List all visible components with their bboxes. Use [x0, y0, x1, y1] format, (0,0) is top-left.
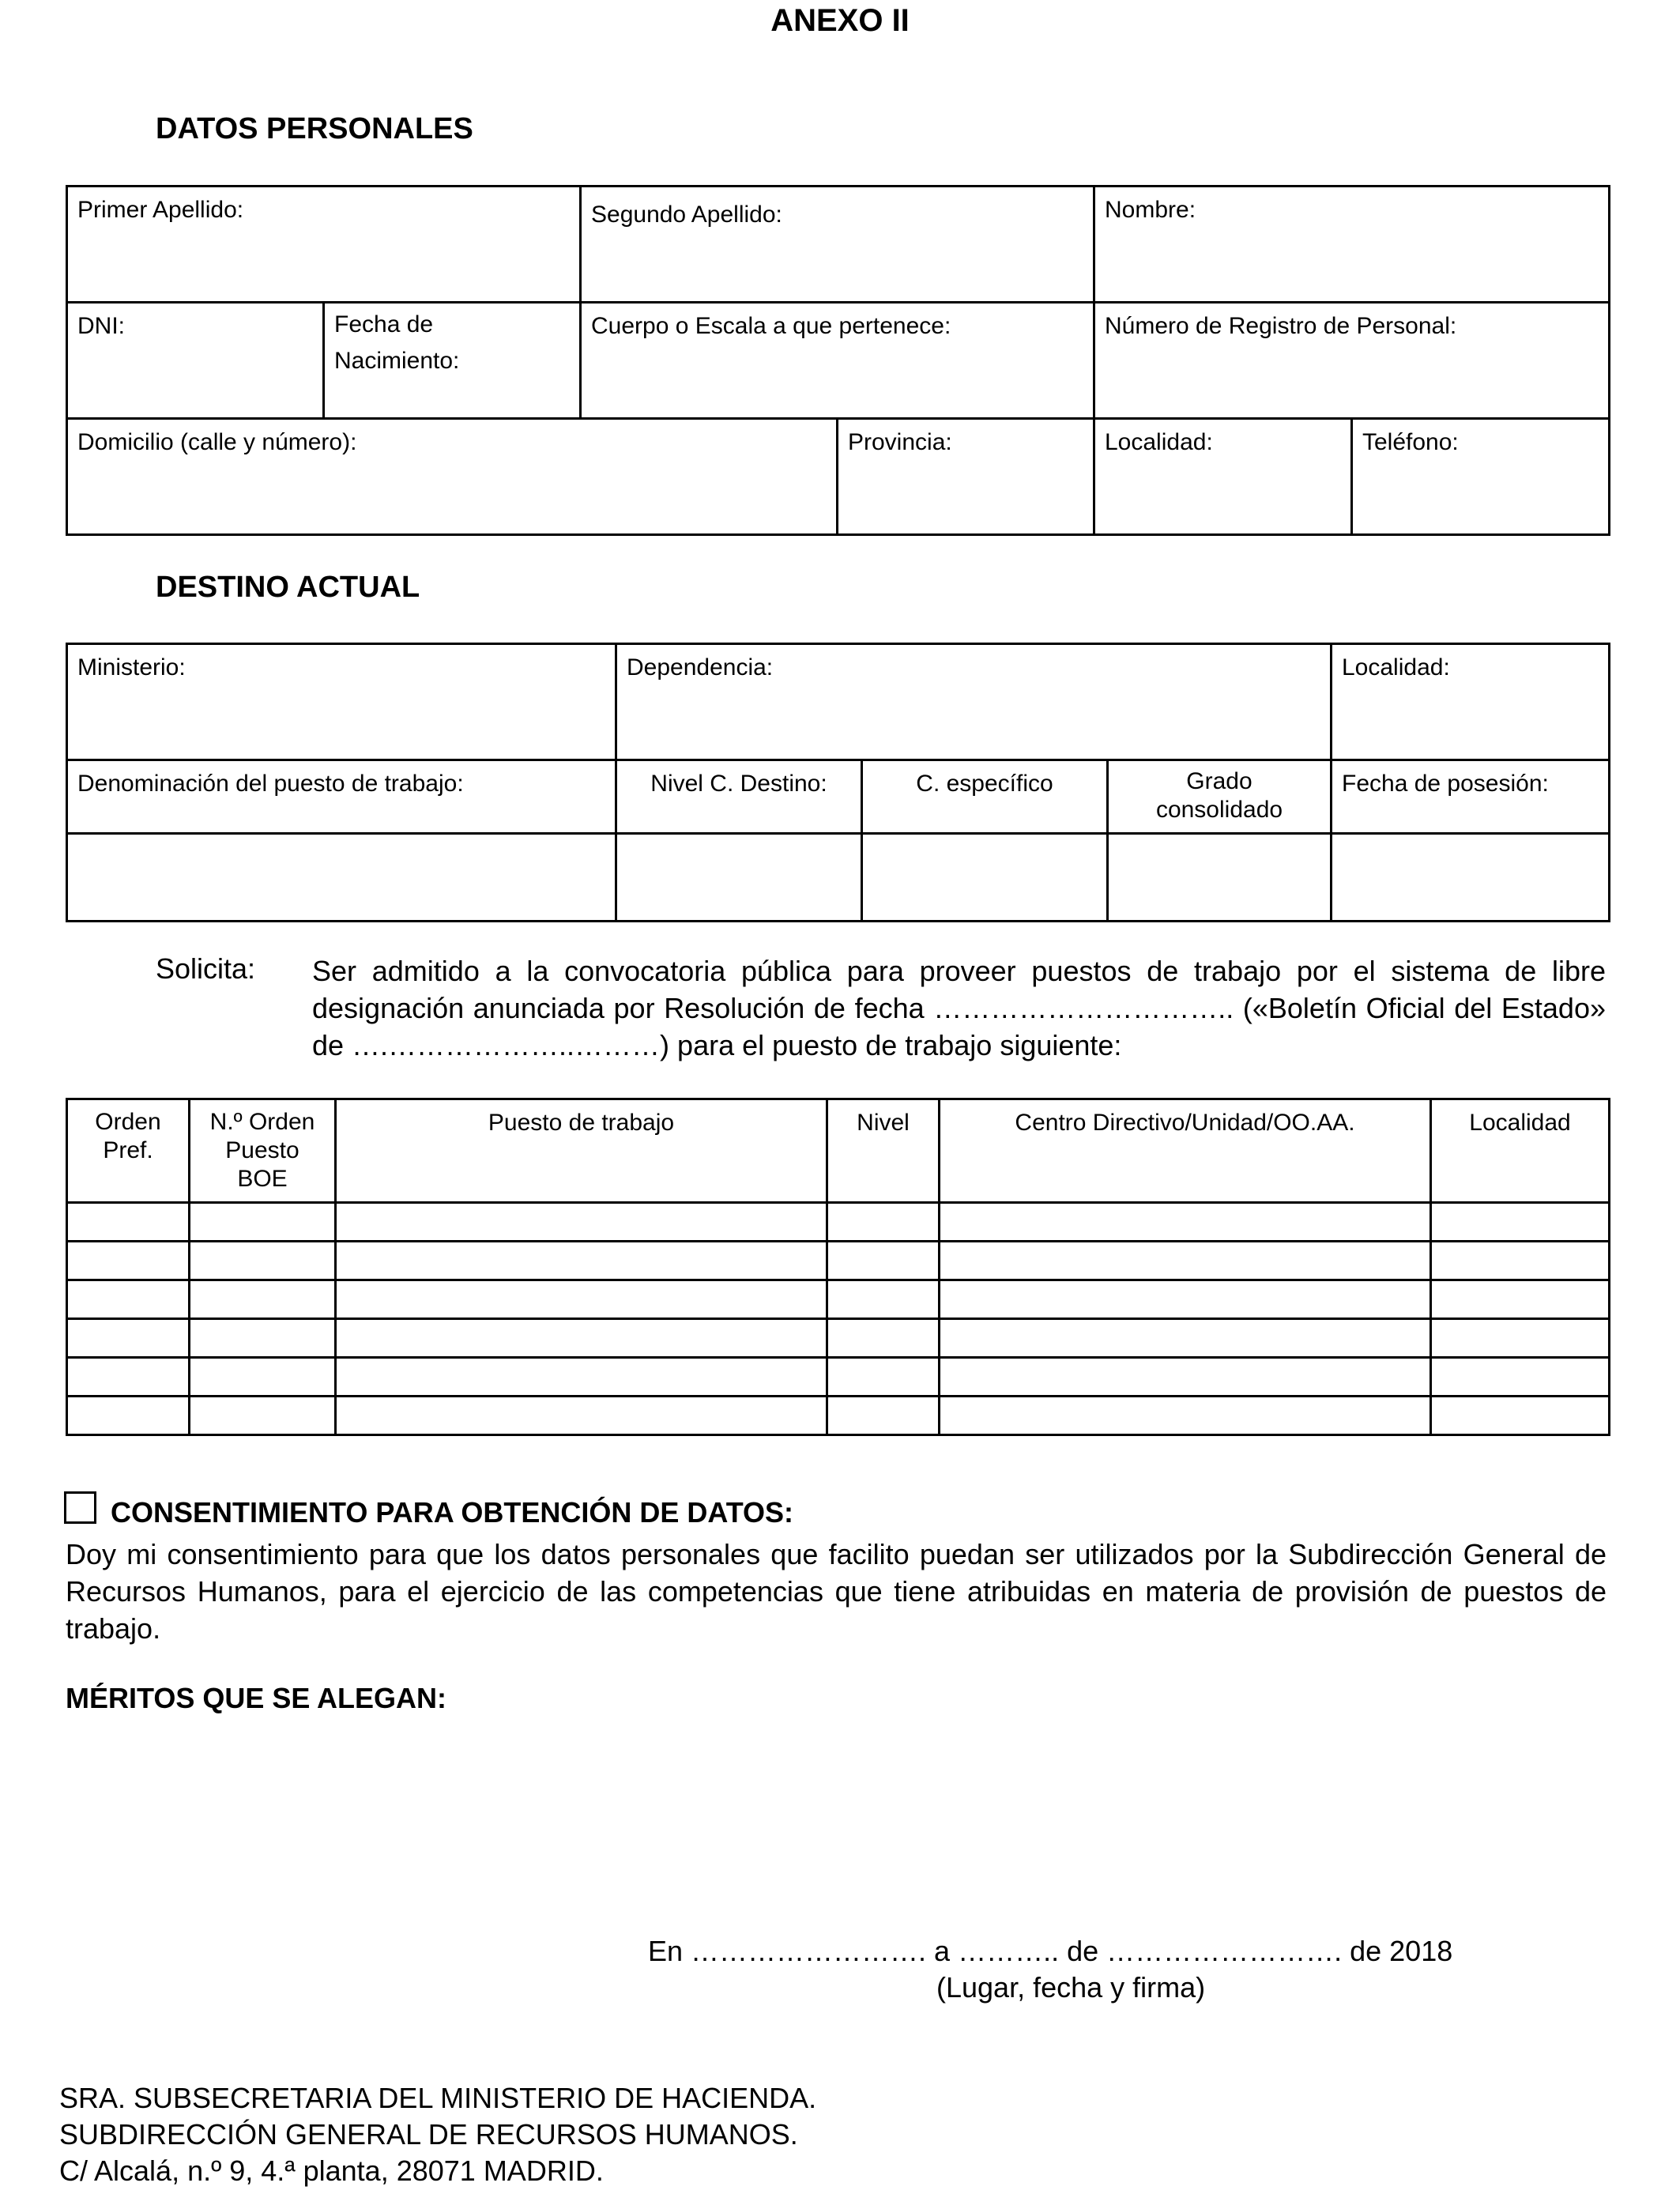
orden-pref-header	[67, 1099, 190, 1203]
table-row	[67, 1242, 1610, 1280]
grado-input-cell[interactable]	[1108, 834, 1332, 922]
table-cell[interactable]	[1431, 1358, 1610, 1397]
consent-text: Doy mi consentimiento para que los datos personales que facilito puedan ser utilizados por la Subdirección General de Recursos Humanos, para el ejercicio de las competencias que tiene atribuidas en materia de provisión de puestos de trabajo.	[66, 1538, 1607, 1645]
localidad-label: Localidad:	[1105, 429, 1213, 455]
table-cell[interactable]	[67, 1319, 190, 1358]
table-cell[interactable]	[940, 1203, 1431, 1242]
dependencia-field[interactable]	[616, 644, 1332, 760]
denominacion-header	[67, 760, 616, 834]
domicilio-field[interactable]	[67, 419, 838, 535]
ministerio-field[interactable]	[67, 644, 616, 760]
table-cell[interactable]	[336, 1319, 827, 1358]
signature-caption: (Lugar, fecha y firma)	[936, 1971, 1206, 2004]
grado-header	[1108, 760, 1332, 834]
num-orden-header	[190, 1099, 336, 1203]
table-row	[67, 1319, 1610, 1358]
table-cell[interactable]	[827, 1203, 940, 1242]
table-cell[interactable]	[1431, 1203, 1610, 1242]
dependencia-label: Dependencia:	[627, 654, 774, 680]
table-cell[interactable]	[827, 1358, 940, 1397]
grado-label-1: Grado	[1186, 768, 1252, 794]
table-cell[interactable]	[827, 1319, 940, 1358]
table-cell[interactable]	[1431, 1242, 1610, 1280]
table-cell[interactable]	[67, 1203, 190, 1242]
nivel-col-label: Nivel	[857, 1110, 910, 1136]
destino-localidad-field[interactable]	[1332, 644, 1610, 760]
table-cell[interactable]	[67, 1242, 190, 1280]
fecha-nacimiento-field[interactable]	[324, 303, 581, 419]
datos-personales-table	[66, 185, 1610, 536]
destino-actual-heading: DESTINO ACTUAL	[156, 571, 420, 604]
table-cell[interactable]	[190, 1358, 336, 1397]
table-cell[interactable]	[1431, 1319, 1610, 1358]
solicita-text: Ser admitido a la convocatoria pública para proveer puestos de trabajo por el sistema de libre designación anunciada por Resolución de fecha ………………………….. («Boletín Oficial del Estado» de ….………………..………) para el puesto de trabajo siguiente:	[312, 955, 1606, 1061]
table-cell[interactable]	[190, 1203, 336, 1242]
orden-pref-label-2: Pref.	[103, 1137, 153, 1163]
nivel-input-cell[interactable]	[616, 834, 862, 922]
fecha-posesion-label: Fecha de posesión:	[1342, 771, 1549, 797]
table-cell[interactable]	[336, 1280, 827, 1319]
nivel-label: Nivel C. Destino:	[650, 771, 827, 797]
table-cell[interactable]	[940, 1280, 1431, 1319]
denominacion-input-cell[interactable]	[67, 834, 616, 922]
table-cell[interactable]	[940, 1397, 1431, 1435]
table-cell[interactable]	[336, 1203, 827, 1242]
primer-apellido-field[interactable]	[67, 187, 581, 303]
nivel-header	[616, 760, 862, 834]
cuerpo-escala-label: Cuerpo o Escala a que pertenece:	[591, 313, 951, 339]
datos-personales-heading: DATOS PERSONALES	[156, 112, 473, 145]
table-row	[67, 1203, 1610, 1242]
domicilio-label: Domicilio (calle y número):	[77, 429, 357, 455]
telefono-field[interactable]	[1352, 419, 1610, 535]
table-cell[interactable]	[1431, 1397, 1610, 1435]
puesto-label: Puesto de trabajo	[488, 1110, 675, 1136]
table-cell[interactable]	[827, 1242, 940, 1280]
recipient-line-3: C/ Alcalá, n.º 9, 4.ª planta, 28071 MADRID.	[59, 2154, 604, 2187]
puestos-header-row	[67, 1099, 1610, 1203]
dni-label: DNI:	[77, 313, 125, 339]
table-cell[interactable]	[1431, 1280, 1610, 1319]
table-cell[interactable]	[940, 1242, 1431, 1280]
fecha-nacimiento-label-1: Fecha de	[334, 311, 434, 337]
localidad-col-header	[1431, 1099, 1610, 1203]
especifico-input-cell[interactable]	[862, 834, 1108, 922]
localidad-col-label: Localidad	[1469, 1110, 1571, 1136]
consent-checkbox[interactable]	[64, 1491, 96, 1524]
table-cell[interactable]	[67, 1280, 190, 1319]
consent-title: CONSENTIMIENTO PARA OBTENCIÓN DE DATOS:	[111, 1496, 794, 1529]
ministerio-label: Ministerio:	[77, 654, 186, 680]
solicita-label: Solicita:	[156, 952, 256, 985]
localidad-field[interactable]	[1094, 419, 1352, 535]
centro-header	[940, 1099, 1431, 1203]
destino-localidad-label: Localidad:	[1342, 654, 1450, 680]
table-cell[interactable]	[190, 1397, 336, 1435]
table-cell[interactable]	[67, 1397, 190, 1435]
table-row	[67, 1358, 1610, 1397]
table-cell[interactable]	[190, 1280, 336, 1319]
registro-personal-label: Número de Registro de Personal:	[1105, 313, 1457, 339]
meritos-heading: MÉRITOS QUE SE ALEGAN:	[66, 1682, 447, 1714]
provincia-label: Provincia:	[848, 429, 952, 455]
recipient-line-1: SRA. SUBSECRETARIA DEL MINISTERIO DE HACIENDA.	[59, 2082, 817, 2114]
table-row	[67, 1280, 1610, 1319]
puestos-table	[66, 1098, 1610, 1436]
num-orden-label-1: N.º Orden	[209, 1109, 315, 1135]
table-cell[interactable]	[940, 1319, 1431, 1358]
fecha-posesion-header	[1332, 760, 1610, 834]
table-cell[interactable]	[190, 1242, 336, 1280]
cuerpo-escala-field[interactable]	[581, 303, 1094, 419]
segundo-apellido-field[interactable]	[581, 187, 1094, 303]
denominacion-label: Denominación del puesto de trabajo:	[77, 771, 464, 797]
nivel-col-header	[827, 1099, 940, 1203]
table-cell[interactable]	[827, 1280, 940, 1319]
provincia-field[interactable]	[838, 419, 1094, 535]
grado-label-2: consolidado	[1155, 797, 1283, 823]
especifico-header	[862, 760, 1108, 834]
segundo-apellido-label: Segundo Apellido:	[591, 202, 782, 228]
table-cell[interactable]	[336, 1397, 827, 1435]
registro-personal-field[interactable]	[1094, 303, 1610, 419]
telefono-label: Teléfono:	[1362, 429, 1459, 455]
recipient-line-2: SUBDIRECCIÓN GENERAL DE RECURSOS HUMANOS.	[59, 2118, 798, 2151]
especifico-label: C. específico	[916, 771, 1053, 797]
primer-apellido-label: Primer Apellido:	[77, 197, 244, 223]
table-row	[67, 1397, 1610, 1435]
puesto-header	[336, 1099, 827, 1203]
fecha-posesion-input-cell[interactable]	[1332, 834, 1610, 922]
orden-pref-label-1: Orden	[95, 1109, 161, 1135]
destino-actual-table	[66, 643, 1610, 922]
centro-label: Centro Directivo/Unidad/OO.AA.	[1015, 1110, 1355, 1136]
date-place-line: En ……………………. a ……….. de ……………………. de 2018	[648, 1935, 1453, 1967]
page-title: ANEXO II	[770, 3, 910, 38]
table-cell[interactable]	[336, 1358, 827, 1397]
table-cell[interactable]	[827, 1397, 940, 1435]
num-orden-label-2: Puesto	[225, 1137, 299, 1163]
nombre-label: Nombre:	[1105, 197, 1196, 223]
table-cell[interactable]	[67, 1358, 190, 1397]
table-cell[interactable]	[336, 1242, 827, 1280]
num-orden-label-3: BOE	[237, 1166, 288, 1192]
dni-field[interactable]	[67, 303, 324, 419]
table-cell[interactable]	[190, 1319, 336, 1358]
nombre-field[interactable]	[1094, 187, 1610, 303]
table-cell[interactable]	[940, 1358, 1431, 1397]
fecha-nacimiento-label-2: Nacimiento:	[334, 348, 460, 374]
